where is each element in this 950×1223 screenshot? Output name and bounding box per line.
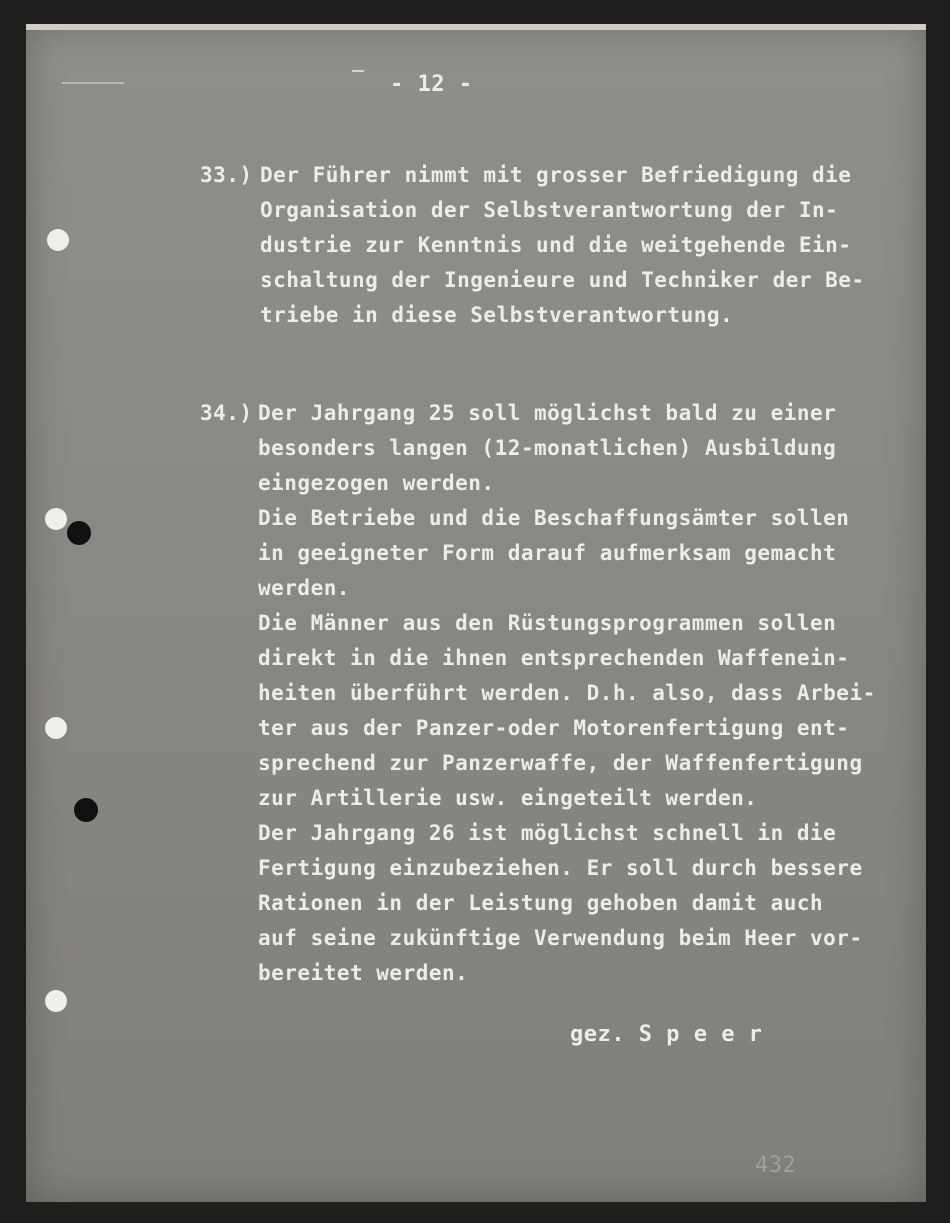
punch-hole [67, 521, 91, 545]
text-line: sprechend zur Panzerwaffe, der Waffenfertigung [258, 751, 863, 775]
signature: gez. S p e e r [570, 1022, 763, 1047]
text-line: eingezogen werden. [258, 471, 495, 495]
page-top-edge [26, 24, 926, 30]
punch-hole [45, 717, 67, 739]
text-line: Fertigung einzubeziehen. Er soll durch bessere [258, 856, 863, 880]
section-33-number: 33.) [200, 163, 253, 187]
punch-hole [45, 508, 67, 530]
text-line: Der Jahrgang 25 soll möglichst bald zu einer [258, 401, 837, 425]
text-line: heiten überführt werden. D.h. also, dass Arbei- [258, 681, 876, 705]
text-line: werden. [258, 576, 351, 600]
text-line: Organisation der Selbstverantwortung der In- [260, 198, 839, 222]
punch-hole [47, 229, 69, 251]
punch-hole [45, 990, 67, 1012]
text-line: Die Betriebe und die Beschaffungsämter sollen [258, 506, 850, 530]
pencil-mark [352, 70, 364, 72]
text-line: zur Artillerie usw. eingeteilt werden. [258, 786, 758, 810]
text-line: Der Jahrgang 26 ist möglichst schnell in die [258, 821, 837, 845]
text-line: triebe in diese Selbstverantwortung. [260, 303, 734, 327]
pencil-mark [62, 82, 124, 84]
text-line: besonders langen (12-monatlichen) Ausbildung [258, 436, 837, 460]
text-line: Der Führer nimmt mit grosser Befriedigung die [260, 163, 852, 187]
text-line: Die Männer aus den Rüstungsprogrammen sollen [258, 611, 837, 635]
text-line: direkt in die ihnen entsprechenden Waffenein- [258, 646, 850, 670]
archive-number: 432 [755, 1153, 797, 1178]
punch-hole [74, 798, 98, 822]
section-34-body [258, 396, 876, 991]
text-line: in geeigneter Form darauf aufmerksam gemacht [258, 541, 837, 565]
text-line: ter aus der Panzer-oder Motorenfertigung ent- [258, 716, 850, 740]
page-number: - 12 - [390, 72, 473, 97]
text-line: Rationen in der Leistung gehoben damit auch [258, 891, 824, 915]
text-line: bereitet werden. [258, 961, 469, 985]
section-33-body [260, 158, 865, 333]
text-line: auf seine zukünftige Verwendung beim Heer vor- [258, 926, 863, 950]
text-line: dustrie zur Kenntnis und die weitgehende Ein- [260, 233, 852, 257]
text-line: schaltung der Ingenieure und Techniker der Be- [260, 268, 865, 292]
section-34-number: 34.) [200, 401, 253, 425]
